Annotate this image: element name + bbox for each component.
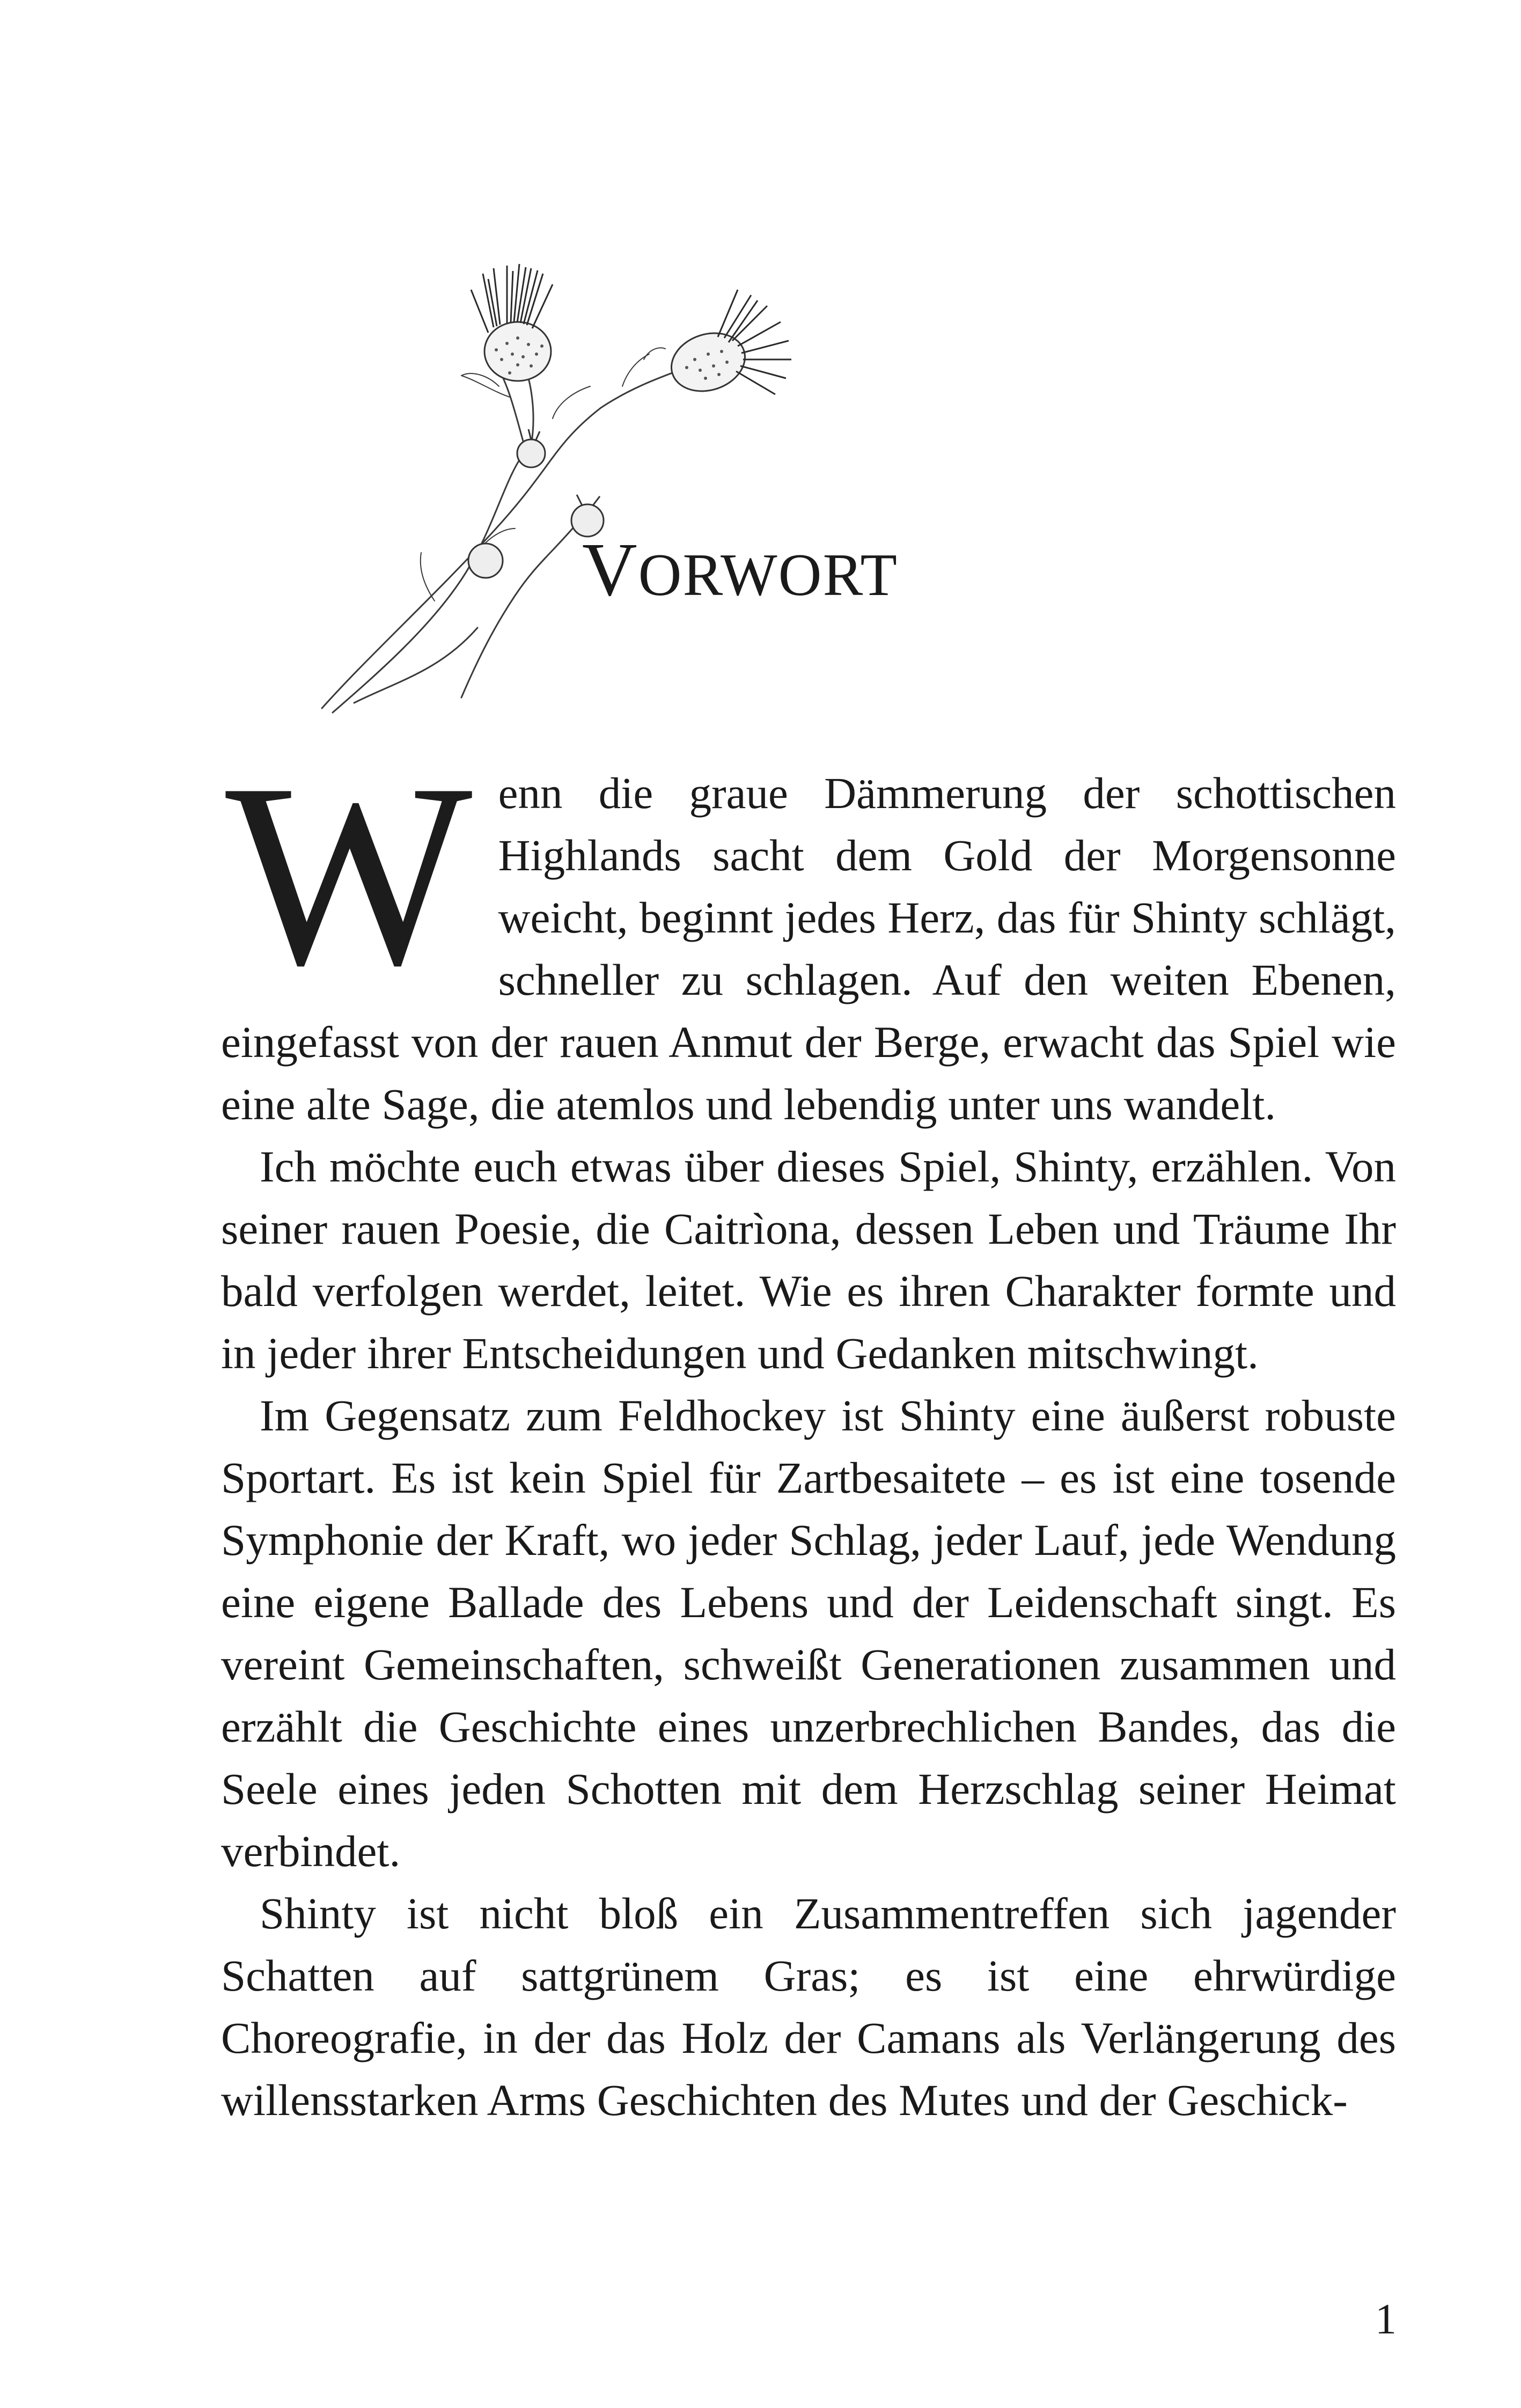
thistle-flower-right (664, 290, 791, 400)
chapter-title-initial: V (582, 527, 638, 612)
paragraph: Im Gegensatz zum Feldhockey ist Shinty eine äußerst robuste Sportart. Es ist kein Spiel für Zartbesaitete – es ist eine tosende Symphonie der Kraft, wo jeder Schlag, jeder Lauf, jede Wendung eine eigene Ballade des Lebens und der Leidenschaft singt. Es vereint Gemeinschaften, schweißt Generationen zusammen und erzählt die Geschichte eines unzerbrechlichen Bandes, das die Seele eines jeden Schotten mit dem Herzschlag seiner Heimat verbindet. (221, 1391, 1396, 1876)
chapter-title (582, 527, 898, 612)
body-text (221, 729, 1396, 2131)
paragraph: Ich möchte euch etwas über dieses Spiel, Shinty, erzählen. Von seiner rauen Poesie, die Caitrìona, dessen Leben und Träume Ihr bald verfolgen werdet, leitet. Wie es ihren Charakter formte und in jeder ihrer Entscheidungen und Gedanken mitschwingt. (221, 1142, 1396, 1378)
drop-cap: W (225, 729, 473, 1019)
thistle-illustration (300, 252, 805, 724)
paragraph: Shinty ist nicht bloß ein Zusammentreffen sich jagender Schatten auf sattgrünem Gras; es ist eine ehrwürdige Choreografie, in der das Holz der Camans als Verlängerung des willensstarken Arms Geschichten des Mutes und der Geschick- (221, 1889, 1396, 2125)
chapter-title-rest: ORWORT (638, 542, 898, 608)
thistle-flower-upper (471, 264, 553, 381)
paragraph (221, 729, 1396, 1135)
paragraph-text: enn die graue Dämmerung der schottischen Highlands sacht dem Gold der Morgensonne weicht, beginnt jedes Herz, das für Shinty schlägt, schneller zu schlagen. Auf den weiten Ebenen, eingefasst von der rauen Anmut der Berge, erwacht das Spiel wie eine alte Sage, die atemlos und lebendig unter uns wandelt. (221, 768, 1396, 1129)
page-number: 1 (1375, 2296, 1397, 2343)
